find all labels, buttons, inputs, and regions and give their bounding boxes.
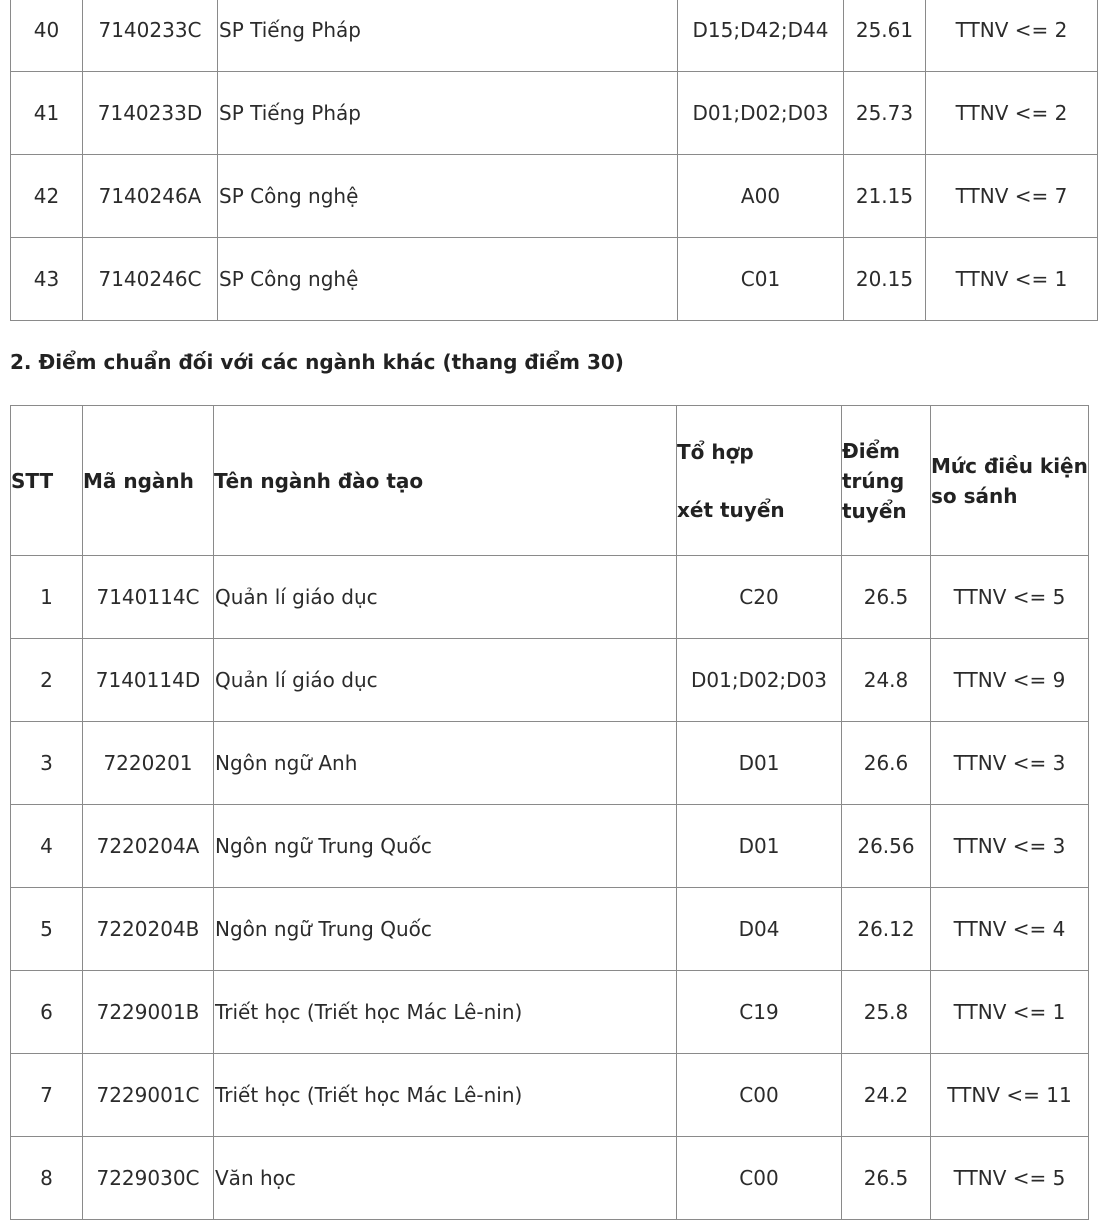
code-cell: 7140233C xyxy=(83,0,218,72)
code-cell: 7140246A xyxy=(83,155,218,238)
header-score-line1: Điểm xyxy=(842,438,901,463)
header-condition-line1: Mức điều kiện xyxy=(931,453,1088,478)
stt-cell: 2 xyxy=(11,639,83,722)
stt-cell: 4 xyxy=(11,805,83,888)
combo-cell: D04 xyxy=(677,888,842,971)
header-condition-line2: so sánh xyxy=(931,483,1018,508)
stt-cell: 43 xyxy=(11,238,83,321)
name-cell: Ngôn ngữ Trung Quốc xyxy=(214,805,677,888)
code-cell: 7140246C xyxy=(83,238,218,321)
table-row xyxy=(11,155,1098,238)
header-stt: STT xyxy=(11,406,83,556)
condition-cell: TTNV <= 11 xyxy=(931,1054,1089,1137)
condition-cell: TTNV <= 1 xyxy=(926,238,1098,321)
score-cell: 26.5 xyxy=(842,1137,931,1220)
table-header-row xyxy=(11,406,1089,556)
combo-cell: D01;D02;D03 xyxy=(677,639,842,722)
score-cell: 25.73 xyxy=(844,72,926,155)
name-cell: Văn học xyxy=(214,1137,677,1220)
combo-cell: C19 xyxy=(677,971,842,1054)
score-cell: 26.12 xyxy=(842,888,931,971)
header-combo xyxy=(677,406,842,556)
combo-cell: C00 xyxy=(677,1137,842,1220)
condition-cell: TTNV <= 7 xyxy=(926,155,1098,238)
name-cell: Ngôn ngữ Anh xyxy=(214,722,677,805)
code-cell: 7229030C xyxy=(83,1137,214,1220)
table-row xyxy=(11,556,1089,639)
name-cell: Quản lí giáo dục xyxy=(214,639,677,722)
score-cell: 26.5 xyxy=(842,556,931,639)
name-cell: SP Tiếng Pháp xyxy=(218,0,678,72)
name-cell: SP Tiếng Pháp xyxy=(218,72,678,155)
score-cell: 26.6 xyxy=(842,722,931,805)
header-name: Tên ngành đào tạo xyxy=(214,406,677,556)
table-row xyxy=(11,72,1098,155)
name-cell: Quản lí giáo dục xyxy=(214,556,677,639)
header-combo-line1: Tổ hợp xyxy=(677,439,754,464)
condition-cell: TTNV <= 3 xyxy=(931,722,1089,805)
score-cell: 25.8 xyxy=(842,971,931,1054)
condition-cell: TTNV <= 9 xyxy=(931,639,1089,722)
score-cell: 21.15 xyxy=(844,155,926,238)
header-score-line3: tuyển xyxy=(842,498,907,523)
code-cell: 7220201 xyxy=(83,722,214,805)
score-cell: 24.8 xyxy=(842,639,931,722)
combo-cell: D01 xyxy=(677,722,842,805)
header-score xyxy=(842,406,931,556)
code-cell: 7220204B xyxy=(83,888,214,971)
name-cell: SP Công nghệ xyxy=(218,238,678,321)
header-code: Mã ngành xyxy=(83,406,214,556)
header-condition xyxy=(931,406,1089,556)
section-heading: 2. Điểm chuẩn đối với các ngành khác (thang điểm 30) xyxy=(10,350,624,374)
condition-cell: TTNV <= 5 xyxy=(931,1137,1089,1220)
condition-cell: TTNV <= 1 xyxy=(931,971,1089,1054)
stt-cell: 7 xyxy=(11,1054,83,1137)
code-cell: 7140114C xyxy=(83,556,214,639)
name-cell: Triết học (Triết học Mác Lê-nin) xyxy=(214,971,677,1054)
combo-cell: D01 xyxy=(677,805,842,888)
code-cell: 7140233D xyxy=(83,72,218,155)
stt-cell: 6 xyxy=(11,971,83,1054)
condition-cell: TTNV <= 5 xyxy=(931,556,1089,639)
score-cell: 26.56 xyxy=(842,805,931,888)
stt-cell: 41 xyxy=(11,72,83,155)
stt-cell: 42 xyxy=(11,155,83,238)
table-row xyxy=(11,888,1089,971)
name-cell: Triết học (Triết học Mác Lê-nin) xyxy=(214,1054,677,1137)
condition-cell: TTNV <= 2 xyxy=(926,72,1098,155)
combo-cell: D01;D02;D03 xyxy=(678,72,844,155)
code-cell: 7229001C xyxy=(83,1054,214,1137)
table-row xyxy=(11,805,1089,888)
stt-cell: 8 xyxy=(11,1137,83,1220)
condition-cell: TTNV <= 4 xyxy=(931,888,1089,971)
combo-cell: C00 xyxy=(677,1054,842,1137)
header-score-line2: trúng xyxy=(842,468,905,493)
table-row xyxy=(11,1054,1089,1137)
condition-cell: TTNV <= 3 xyxy=(931,805,1089,888)
table-row xyxy=(11,971,1089,1054)
main-score-table xyxy=(10,405,1089,1220)
header-combo-line2: xét tuyển xyxy=(677,497,785,522)
combo-cell: C01 xyxy=(678,238,844,321)
code-cell: 7140114D xyxy=(83,639,214,722)
score-cell: 24.2 xyxy=(842,1054,931,1137)
stt-cell: 3 xyxy=(11,722,83,805)
score-cell: 25.61 xyxy=(844,0,926,72)
combo-cell: C20 xyxy=(677,556,842,639)
score-cell: 20.15 xyxy=(844,238,926,321)
combo-cell: D15;D42;D44 xyxy=(678,0,844,72)
table-row xyxy=(11,1137,1089,1220)
table-row xyxy=(11,722,1089,805)
combo-cell: A00 xyxy=(678,155,844,238)
name-cell: SP Công nghệ xyxy=(218,155,678,238)
table-row xyxy=(11,238,1098,321)
condition-cell: TTNV <= 2 xyxy=(926,0,1098,72)
table-row xyxy=(11,0,1098,72)
stt-cell: 5 xyxy=(11,888,83,971)
top-score-table xyxy=(10,0,1098,321)
stt-cell: 40 xyxy=(11,0,83,72)
code-cell: 7229001B xyxy=(83,971,214,1054)
name-cell: Ngôn ngữ Trung Quốc xyxy=(214,888,677,971)
stt-cell: 1 xyxy=(11,556,83,639)
code-cell: 7220204A xyxy=(83,805,214,888)
table-row xyxy=(11,639,1089,722)
